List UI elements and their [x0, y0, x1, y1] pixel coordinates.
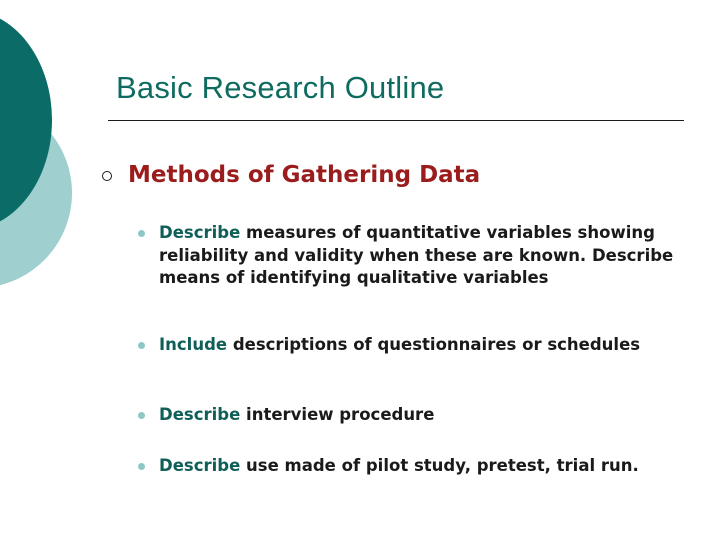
bullet-dot-icon: [138, 342, 145, 349]
list-item-text: descriptions of questionnaires or schedules: [227, 335, 641, 354]
list-item: [159, 455, 699, 478]
hollow-circle-bullet-icon: [102, 171, 112, 181]
list-item-lead: Describe: [159, 456, 241, 475]
section-heading: Methods of Gathering Data: [128, 162, 481, 188]
list-item-lead: Describe: [159, 223, 241, 242]
list-item: [159, 404, 699, 427]
list-item-text: measures of quantitative variables showing reliability and validity when these are known. Describe means of identifying qualitative variables: [159, 223, 674, 287]
bullet-dot-icon: [138, 463, 145, 470]
list-item-lead: Include: [159, 335, 228, 354]
list-item: [159, 222, 699, 290]
slide-title: Basic Research Outline: [116, 70, 445, 105]
list-item: [159, 334, 699, 357]
list-item-lead: Describe: [159, 405, 241, 424]
list-item-text: interview procedure: [240, 405, 435, 424]
list-item-text: use made of pilot study, pretest, trial run.: [240, 456, 639, 475]
title-divider: [108, 120, 684, 121]
bullet-dot-icon: [138, 230, 145, 237]
bullet-dot-icon: [138, 412, 145, 419]
